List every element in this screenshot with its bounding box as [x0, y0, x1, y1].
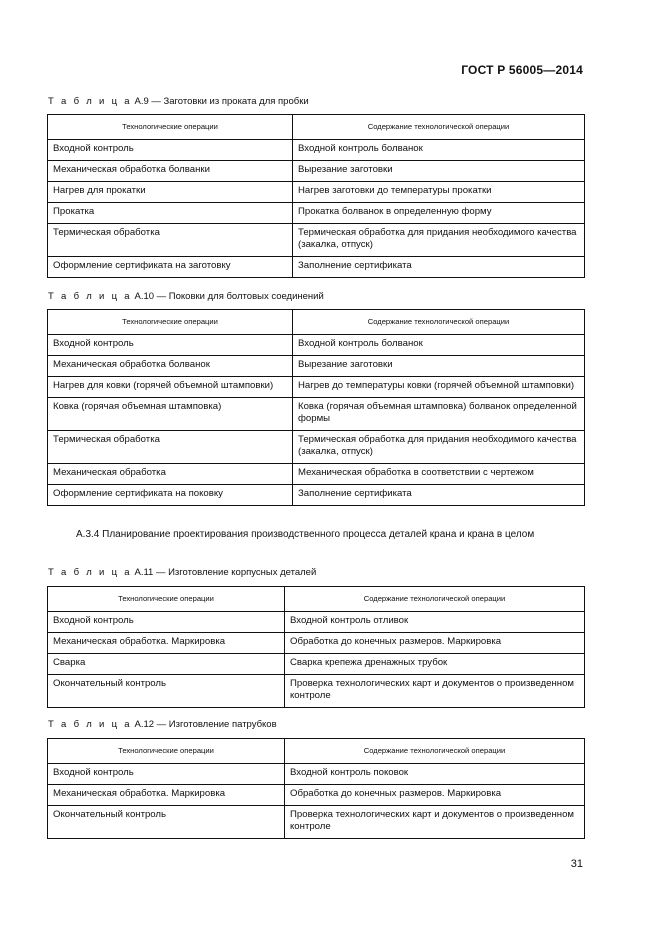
- cell-content: Заполнение сертификата: [293, 257, 585, 278]
- cell-content: Входной контроль поковок: [285, 764, 585, 785]
- table-row: [48, 612, 585, 633]
- cell-operation: Нагрев для прокатки: [48, 182, 293, 203]
- table-a9-caption: [48, 96, 309, 107]
- table-row: [48, 161, 585, 182]
- cell-content: Входной контроль болванок: [293, 335, 585, 356]
- cell-content: Механическая обработка в соответствии с чертежом: [293, 464, 585, 485]
- caption-text: А.9 — Заготовки из проката для пробки: [131, 96, 309, 107]
- cell-operation: Входной контроль: [48, 764, 285, 785]
- table-row: [48, 203, 585, 224]
- cell-content: Вырезание заготовки: [293, 161, 585, 182]
- cell-operation: Входной контроль: [48, 335, 293, 356]
- cell-operation: Механическая обработка болванок: [48, 356, 293, 377]
- table-a10: [47, 309, 585, 506]
- document-code: ГОСТ Р 56005—2014: [461, 63, 583, 77]
- page-number: 31: [570, 858, 583, 870]
- cell-operation: Термическая обработка: [48, 431, 293, 464]
- table-row: [48, 257, 585, 278]
- cell-content: Входной контроль болванок: [293, 140, 585, 161]
- table-row: [48, 398, 585, 431]
- column-header: Содержание технологической операции: [293, 310, 585, 335]
- column-header: Содержание технологической операции: [285, 739, 585, 764]
- cell-content: Вырезание заготовки: [293, 356, 585, 377]
- cell-content: Ковка (горячая объемная штамповка) болванок определенной формы: [293, 398, 585, 431]
- table-row: [48, 464, 585, 485]
- table-a9: [47, 114, 585, 278]
- cell-operation: Механическая обработка: [48, 464, 293, 485]
- column-header: Технологические операции: [48, 115, 293, 140]
- caption-prefix: Т а б л и ц а: [48, 96, 132, 107]
- cell-content: Проверка технологических карт и документов о произведенном контроле: [285, 675, 585, 708]
- cell-operation: Оформление сертификата на заготовку: [48, 257, 293, 278]
- cell-operation: Окончательный контроль: [48, 806, 285, 839]
- table-row: [48, 654, 585, 675]
- table-a12: [47, 738, 585, 839]
- column-header: Технологические операции: [48, 310, 293, 335]
- table-row: [48, 224, 585, 257]
- cell-content: Проверка технологических карт и документов о произведенном контроле: [285, 806, 585, 839]
- table-row: [48, 356, 585, 377]
- cell-content: Термическая обработка для придания необходимого качества (закалка, отпуск): [293, 431, 585, 464]
- cell-content: Заполнение сертификата: [293, 485, 585, 506]
- column-header: Содержание технологической операции: [293, 115, 585, 140]
- cell-operation: Механическая обработка. Маркировка: [48, 785, 285, 806]
- cell-operation: Ковка (горячая объемная штамповка): [48, 398, 293, 431]
- cell-content: Прокатка болванок в определенную форму: [293, 203, 585, 224]
- column-header: Технологические операции: [48, 587, 285, 612]
- caption-prefix: Т а б л и ц а: [48, 719, 132, 730]
- table-a10-caption: [48, 291, 324, 302]
- caption-prefix: Т а б л и ц а: [48, 567, 132, 578]
- cell-operation: Механическая обработка. Маркировка: [48, 633, 285, 654]
- cell-content: Нагрев до температуры ковки (горячей объемной штамповки): [293, 377, 585, 398]
- table-row: [48, 633, 585, 654]
- cell-operation: Окончательный контроль: [48, 675, 285, 708]
- cell-content: Входной контроль отливок: [285, 612, 585, 633]
- cell-content: Сварка крепежа дренажных трубок: [285, 654, 585, 675]
- table-a12-caption: [48, 719, 277, 730]
- cell-content: Обработка до конечных размеров. Маркировка: [285, 785, 585, 806]
- table-row: [48, 806, 585, 839]
- cell-operation: Механическая обработка болванки: [48, 161, 293, 182]
- cell-content: Нагрев заготовки до температуры прокатки: [293, 182, 585, 203]
- table-a11-caption: [48, 567, 316, 578]
- table-row: [48, 764, 585, 785]
- column-header: Технологические операции: [48, 739, 285, 764]
- table-row: [48, 485, 585, 506]
- caption-text: А.11 — Изготовление корпусных деталей: [131, 567, 317, 578]
- section-paragraph: [48, 528, 585, 542]
- cell-operation: Входной контроль: [48, 140, 293, 161]
- cell-content: Обработка до конечных размеров. Маркировка: [285, 633, 585, 654]
- table-row: [48, 431, 585, 464]
- table-row: [48, 335, 585, 356]
- caption-text: А.12 — Изготовление патрубков: [131, 719, 277, 730]
- cell-operation: Термическая обработка: [48, 224, 293, 257]
- table-a11: [47, 586, 585, 708]
- cell-operation: Сварка: [48, 654, 285, 675]
- paragraph-text: А.3.4 Планирование проектирования производственного процесса деталей крана и крана в целом: [76, 529, 535, 540]
- table-row: [48, 785, 585, 806]
- caption-prefix: Т а б л и ц а: [48, 291, 132, 302]
- table-row: [48, 675, 585, 708]
- caption-text: А.10 — Поковки для болтовых соединений: [131, 291, 324, 302]
- cell-operation: Прокатка: [48, 203, 293, 224]
- cell-operation: Оформление сертификата на поковку: [48, 485, 293, 506]
- table-row: [48, 182, 585, 203]
- cell-operation: Входной контроль: [48, 612, 285, 633]
- cell-operation: Нагрев для ковки (горячей объемной штамповки): [48, 377, 293, 398]
- table-row: [48, 140, 585, 161]
- cell-content: Термическая обработка для придания необходимого качества (закалка, отпуск): [293, 224, 585, 257]
- column-header: Содержание технологической операции: [285, 587, 585, 612]
- table-row: [48, 377, 585, 398]
